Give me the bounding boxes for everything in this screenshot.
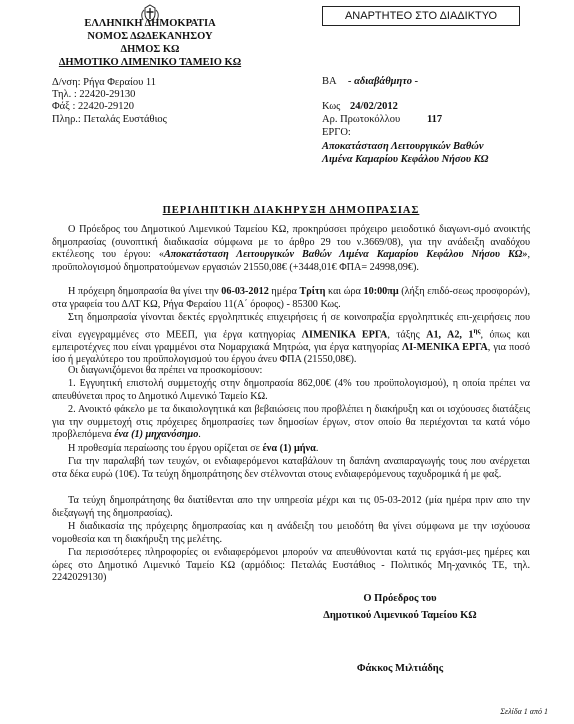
header-line-municipality: ΔΗΜΟΣ ΚΩ <box>120 44 180 55</box>
publish-online-stamp: ΑΝΑΡΤΗΤΕΟ ΣΤΟ ΔΙΑΔΙΚΤΥΟ <box>322 6 520 26</box>
requirement-item-1: 1. Εγγυητική επιστολή συμμετοχής στην δημοπρασία 862,00€ (4% του προϋπολογισμού), η οποία πρέπει να απευθύνεται προς το Δημοτικό Λιμενικό Ταμείο ΚΩ. <box>52 378 530 402</box>
signature-title-line1: Ο Πρόεδρος του <box>363 593 437 604</box>
signature-name: Φάκκος Μιλτιάδης <box>356 663 444 674</box>
signature-title-line2: Δημοτικού Λιμενικού Ταμείου ΚΩ <box>323 610 477 621</box>
paragraph-eligibility: Στη δημοπρασία γίνονται δεκτές εργοληπτικές επιχειρήσεις ή σε κοινοπραξία εργοληπτικές επι-χειρήσεις που είναι εγγεγραμμένες στο ΜΕΕΠ, για έργα κατηγορίας ΛΙΜΕΝΙΚΑ ΕΡΓΑ, τάξης Α1, Α2, $1^{\eta\varsigma}$, όπως και εμπειροτέχνες που είναι γραμμένοι στα Νομαρχιακά Μητρώα, για έργα κατηγορίας ΛΙ-ΜΕΝΙΚΑ ΕΡΓΑ, για ποσό ίσο ή μεγαλύτερο του προϋπολογισμού του έργου άνευ ΦΠΑ (21550,08€). <box>52 312 530 366</box>
contact-info: Πληρ.: Πεταλάς Ευστάθιος <box>52 114 167 125</box>
paragraph-announcement: Ο Πρόεδρος του Δημοτικού Λιμενικού Ταμείου ΚΩ, προκηρύσσει πρόχειρο μειοδοτικό διαγωνι-σμό ανοικτής δημοπρασίας (συνοπτική διαδικασία σύμφωνα με το άρθρο 29 του ν.3669/08), για την ανάδειξη αναδόχου εκτέλεσης του έργου: «Αποκατάσταση Λειτουργικών Βαθών Λιμένα Καμαρίου Κεφάλου Νήσου ΚΩ», προϋπολογισμού δημοπρατούμενων εργασιών 21550,08€ (+3448,01€ ΦΠΑ= 24998,09€). <box>52 224 530 273</box>
paragraph-auction-date: Η πρόχειρη δημοπρασία θα γίνει την 06-03-2012 ημέρα Τρίτη και ώρα 10:00πμ (λήξη επιδό-σεως προσφορών), στα γραφεία του ΔΛΤ ΚΩ, Ρήγα Φεραίου 11(Α΄ όροφος) - 85300 Κως. <box>52 286 530 310</box>
paragraph-procedure: Η διαδικασία της πρόχειρης δημοπρασίας και η ανάδειξη του μειοδότη θα γίνει σύμφωνα με την ισχύουσα νομοθεσία και τη διακήρυξη της μελέτης. <box>52 521 530 545</box>
meta-project-line1: Αποκατάσταση Λειτουργικών Βαθών <box>322 141 484 152</box>
paragraph-documents-availability: Τα τεύχη δημοπράτησης θα διατίθενται απο την υπηρεσία μέχρι και τις 05-03-2012 (μία ημέρα πριν απο την διεξαγωγή της δημοπρασίας). <box>52 495 530 519</box>
meta-project-label: ΕΡΓΟ: <box>322 127 351 138</box>
header-line-prefecture: ΝΟΜΟΣ ΔΩΔΕΚΑΝΗΣΟΥ <box>87 31 213 42</box>
document-title: ΠΕΡΙΛΗΠΤΙΚΗ ΔΙΑΚΗΡΥΞΗ ΔΗΜΟΠΡΑΣΙΑΣ <box>162 205 420 216</box>
paragraph-documents-fee: Για την παραλαβή των τευχών, οι ενδιαφερόμενοι καταβάλουν τη δαπάνη αναπαραγωγής τους που ανέρχεται στα δέκα ευρώ (10€). Τα τεύχη δημοπράτησης δεν στέλνονται στους ενδιαφερόμενους ταχυδρομικά ή με φαξ. <box>52 456 530 480</box>
contact-phone: Τηλ. : 22420-29130 <box>52 89 136 100</box>
meta-date-label: Κως <box>322 101 341 112</box>
paragraph-more-info: Για περισσότερες πληροφορίες οι ενδιαφερόμενοι μπορούν να απευθύνονται κατά τις εργάσι-μες ημέρες και ώρες στο Δημοτικό Λιμενικό Ταμείο ΚΩ (αρμόδιος: Πεταλάς Ευστάθιος - Πολιτικός Μη-χανικός ΤΕ, τηλ. 2242029130) <box>52 547 530 584</box>
paragraph-completion-deadline: Η προθεσμία περαίωσης του έργου ορίζεται σε ένα (1) μήνα. <box>68 443 319 454</box>
page-footer: Σελίδα 1 από 1 <box>500 707 548 716</box>
contact-address: Δ/νση: Ρήγα Φεραίου 11 <box>52 77 157 88</box>
meta-protocol-number: 117 <box>427 114 443 125</box>
paragraph-requirements-intro: Οι διαγωνιζόμενοι θα πρέπει να προσκομίσουν: <box>68 365 263 376</box>
header-line-port-fund: ΔΗΜΟΤΙΚΟ ΛΙΜΕΝΙΚΟ ΤΑΜΕΙΟ ΚΩ <box>58 57 242 68</box>
meta-date: 24/02/2012 <box>350 101 398 112</box>
meta-protocol-label: Αρ. Πρωτοκόλλου <box>322 114 401 125</box>
meta-classification: - αδιαβάθμητο - <box>348 76 419 87</box>
meta-project-line2: Λιμένα Καμαρίου Κεφάλου Νήσου ΚΩ <box>322 154 489 165</box>
contact-fax: Φάξ : 22420-29120 <box>52 101 135 112</box>
header-line-country: ΕΛΛΗΝΙΚΗ ΔΗΜΟΚΡΑΤΙΑ <box>84 18 216 29</box>
requirement-item-2: 2. Ανοικτό φάκελο με τα δικαιολογητικά και βεβαιώσεις που προβλέπει η διακήρυξη και οι ισχύουσες διατάξεις για την συμμετοχή στις πρόχειρες δημοπρασίες των δημοσίων έργων, στον οποίο θα περιέχονται τα κατά νόμο προβλεπόμενα ένα (1) μηχανόσημο. <box>52 404 530 441</box>
meta-ba: ΒΑ <box>322 76 337 87</box>
